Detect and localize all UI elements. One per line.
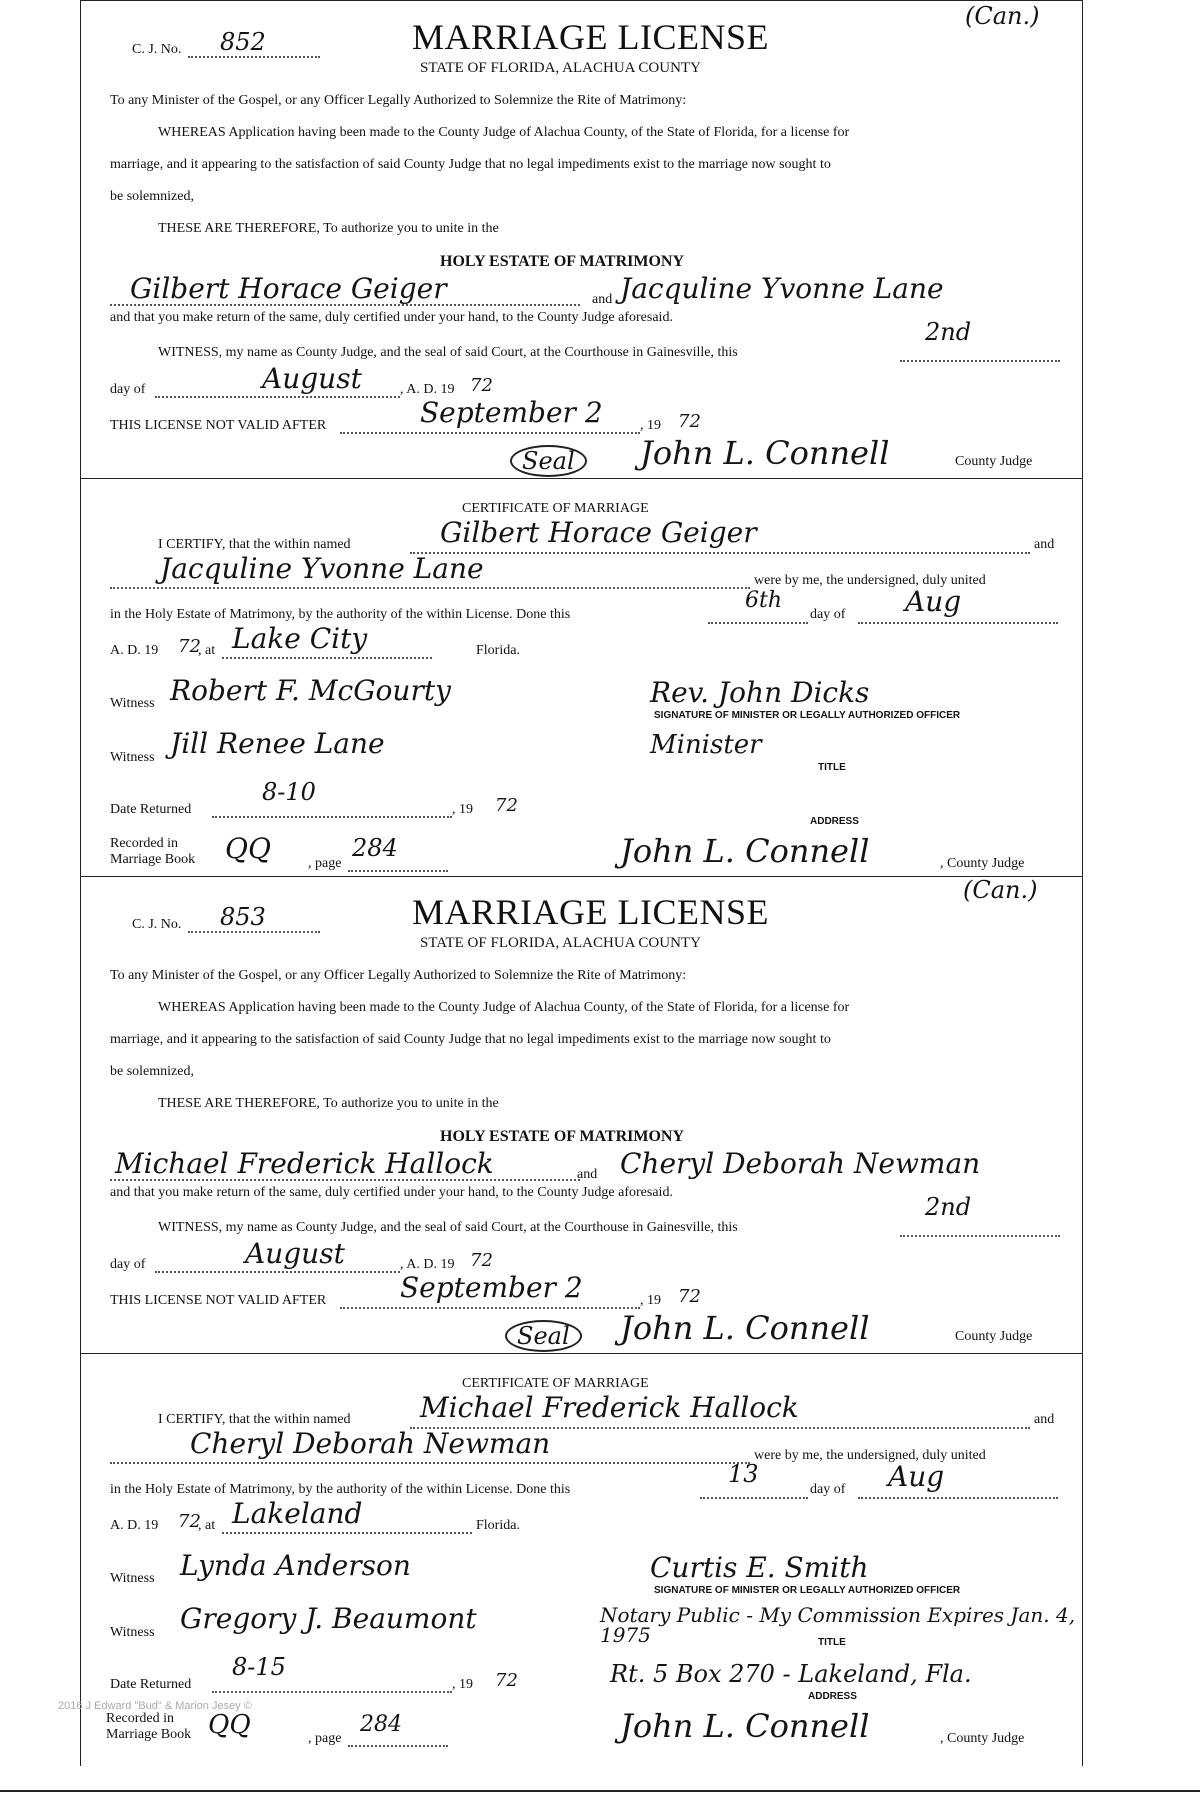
whereas-line-3: be solemnized, bbox=[110, 1064, 194, 1079]
cert-and: and bbox=[1034, 537, 1055, 552]
officiant-address: Rt. 5 Box 270 - Lakeland, Fla. bbox=[610, 1660, 972, 1688]
border-right bbox=[1082, 0, 1083, 1766]
marriage-book: QQ bbox=[208, 1710, 251, 1740]
recorded-in-label: Recorded in bbox=[110, 836, 179, 851]
ad-label: , A. D. 19 bbox=[400, 1257, 455, 1272]
issue-month: August bbox=[245, 1237, 345, 1270]
title-label: TITLE bbox=[818, 762, 846, 773]
expiry-date: September 2 bbox=[400, 1271, 583, 1304]
whereas-line-2: marriage, and it appearing to the satisfaction of said County Judge that no legal impediments exist to the marriage now sought to bbox=[110, 1032, 831, 1047]
united-text: were by me, the undersigned, duly united bbox=[754, 1448, 986, 1463]
license-divider bbox=[80, 876, 1082, 877]
expiry-date: September 2 bbox=[420, 396, 603, 429]
groom-name: Michael Frederick Hallock bbox=[115, 1147, 494, 1180]
whereas-line-1: WHEREAS Application having been made to the County Judge of Alachua County, of the State of Florida, for a license for bbox=[158, 125, 850, 140]
issue-year: 72 bbox=[470, 375, 493, 396]
address-line: To any Minister of the Gospel, or any Officer Legally Authorized to Solemnize the Rite of Matrimony: bbox=[110, 968, 687, 983]
bottom-rule bbox=[0, 1790, 1200, 1792]
witness-day: 2nd bbox=[925, 1193, 972, 1221]
license-title: MARRIAGE LICENSE bbox=[412, 17, 769, 57]
place: Lake City bbox=[232, 622, 368, 655]
border-left bbox=[80, 0, 81, 1766]
whereas-line-1: WHEREAS Application having been made to the County Judge of Alachua County, of the State of Florida, for a license for bbox=[158, 1000, 850, 1015]
and-text: and bbox=[577, 1167, 598, 1182]
cert-groom-name: Michael Frederick Hallock bbox=[420, 1391, 799, 1424]
expiry-year: 72 bbox=[678, 411, 701, 432]
witness-day-line bbox=[900, 1219, 1060, 1237]
witness-day: 2nd bbox=[925, 318, 972, 346]
county-judge-label: County Judge bbox=[955, 1329, 1033, 1344]
certify-text: I CERTIFY, that the within named bbox=[158, 1412, 351, 1427]
page-label: , page bbox=[308, 1731, 342, 1746]
cj-label: C. J. No. bbox=[132, 917, 182, 932]
ad-label: , A. D. 19 bbox=[400, 382, 455, 397]
date-returned-line bbox=[212, 800, 452, 818]
county-judge-signature: John L. Connell bbox=[620, 1309, 870, 1347]
done-year: 72 bbox=[178, 1511, 201, 1532]
cj-number: 853 bbox=[220, 903, 266, 931]
done-day: 6th bbox=[745, 588, 783, 613]
signature-label: SIGNATURE OF MINISTER OR LEGALLY AUTHORIZED OFFICER bbox=[654, 1585, 961, 1596]
officiant-signature: Rev. John Dicks bbox=[650, 676, 870, 709]
certificate-title: CERTIFICATE OF MARRIAGE bbox=[462, 1376, 649, 1391]
therefore-line: THESE ARE THEREFORE, To authorize you to unite in the bbox=[158, 221, 499, 236]
ad-label-2: A. D. 19 bbox=[110, 1518, 159, 1533]
cert-and: and bbox=[1034, 1412, 1055, 1427]
cert-bride-name: Jacquline Yvonne Lane bbox=[160, 552, 484, 585]
seal-mark: Seal bbox=[505, 1320, 582, 1352]
bride-name: Jacquline Yvonne Lane bbox=[620, 272, 944, 305]
ret-year: 72 bbox=[495, 1670, 518, 1691]
border-top bbox=[80, 0, 1082, 1]
return-line: and that you make return of the same, duly certified under your hand, to the County Judge aforesaid. bbox=[110, 1185, 673, 1200]
not-valid-label: THIS LICENSE NOT VALID AFTER bbox=[110, 1293, 327, 1308]
done-day-of: day of bbox=[810, 607, 846, 622]
witness-text: WITNESS, my name as County Judge, and the seal of said Court, at the Courthouse in Gainesville, this bbox=[158, 1220, 738, 1235]
done-year: 72 bbox=[178, 636, 201, 657]
holy-authority-text: in the Holy Estate of Matrimony, by the authority of the within License. Done this bbox=[110, 607, 571, 622]
ret-sep: , 19 bbox=[452, 1677, 473, 1692]
witness-2-name: Gregory J. Beaumont bbox=[180, 1602, 477, 1635]
witness-1-label: Witness bbox=[110, 1571, 155, 1586]
ret-year: 72 bbox=[495, 795, 518, 816]
witness-2-label: Witness bbox=[110, 1625, 155, 1640]
groom-name: Gilbert Horace Geiger bbox=[130, 272, 447, 305]
license-subtitle: STATE OF FLORIDA, ALACHUA COUNTY bbox=[420, 935, 701, 951]
cj-label: C. J. No. bbox=[132, 42, 182, 57]
expiry-sep: , 19 bbox=[640, 1293, 661, 1308]
recorded-in-label: Recorded in bbox=[106, 1711, 175, 1726]
officiant-signature: Curtis E. Smith bbox=[650, 1551, 869, 1584]
date-returned: 8-10 bbox=[262, 778, 316, 806]
book-page: 284 bbox=[360, 1712, 402, 1737]
holy-estate-heading: HOLY ESTATE OF MATRIMONY bbox=[440, 1128, 685, 1145]
expiry-year: 72 bbox=[678, 1286, 701, 1307]
marriage-book-label: Marriage Book bbox=[106, 1727, 192, 1742]
witness-text: WITNESS, my name as County Judge, and the seal of said Court, at the Courthouse in Gainesville, this bbox=[158, 345, 738, 360]
place: Lakeland bbox=[232, 1497, 363, 1530]
certify-text: I CERTIFY, that the within named bbox=[158, 537, 351, 552]
ad-label-2: A. D. 19 bbox=[110, 643, 159, 658]
return-line: and that you make return of the same, duly certified under your hand, to the County Judge aforesaid. bbox=[110, 310, 673, 325]
address-label: ADDRESS bbox=[810, 816, 859, 827]
date-returned-label: Date Returned bbox=[110, 802, 192, 817]
whereas-line-3: be solemnized, bbox=[110, 189, 194, 204]
officiant-title: Notary Public - My Commission Expires Jan. 4, 1975 bbox=[600, 1603, 1076, 1647]
date-returned-label: Date Returned bbox=[110, 1677, 192, 1692]
certificate-title: CERTIFICATE OF MARRIAGE bbox=[462, 501, 649, 516]
cancel-annotation-1: (Can.) bbox=[965, 2, 1040, 30]
license-title: MARRIAGE LICENSE bbox=[412, 892, 769, 932]
day-of-label: day of bbox=[110, 382, 146, 397]
issue-year: 72 bbox=[470, 1250, 493, 1271]
section-divider bbox=[80, 478, 1082, 479]
signature-label: SIGNATURE OF MINISTER OR LEGALLY AUTHORIZED OFFICER bbox=[654, 710, 961, 721]
florida-label: Florida. bbox=[476, 1518, 520, 1533]
witness-1-name: Robert F. McGourty bbox=[170, 674, 451, 707]
whereas-line-2: marriage, and it appearing to the satisfaction of said County Judge that no legal impediments exist to the marriage now sought to bbox=[110, 157, 831, 172]
witness-2-label: Witness bbox=[110, 750, 155, 765]
done-month: Aug bbox=[905, 585, 962, 618]
witness-1-label: Witness bbox=[110, 696, 155, 711]
ret-sep: , 19 bbox=[452, 802, 473, 817]
address-label: ADDRESS bbox=[808, 1691, 857, 1702]
and-text: and bbox=[592, 292, 613, 307]
copyright-watermark: 2016 J Edward "Bud" & Marion Jesey © bbox=[58, 1700, 252, 1712]
county-judge-label-2: , County Judge bbox=[940, 856, 1025, 871]
day-of-label: day of bbox=[110, 1257, 146, 1272]
recording-judge-signature: John L. Connell bbox=[620, 832, 870, 870]
florida-label: Florida. bbox=[476, 643, 520, 658]
cert-groom-name: Gilbert Horace Geiger bbox=[440, 516, 757, 549]
at-label: , at bbox=[198, 1518, 216, 1533]
county-judge-label: County Judge bbox=[955, 454, 1033, 469]
address-line: To any Minister of the Gospel, or any Officer Legally Authorized to Solemnize the Rite of Matrimony: bbox=[110, 93, 687, 108]
done-month: Aug bbox=[888, 1460, 945, 1493]
marriage-book: QQ bbox=[225, 832, 271, 865]
done-day: 13 bbox=[728, 1460, 759, 1488]
bride-name: Cheryl Deborah Newman bbox=[620, 1147, 981, 1180]
cancel-annotation-2: (Can.) bbox=[963, 876, 1038, 904]
witness-day-line bbox=[900, 344, 1060, 362]
witness-1-name: Lynda Anderson bbox=[180, 1549, 411, 1582]
seal-mark: Seal bbox=[510, 445, 587, 477]
not-valid-label: THIS LICENSE NOT VALID AFTER bbox=[110, 418, 327, 433]
title-label: TITLE bbox=[818, 1637, 846, 1648]
cert-bride-name: Cheryl Deborah Newman bbox=[190, 1427, 551, 1460]
united-text: were by me, the undersigned, duly united bbox=[754, 573, 986, 588]
page-label: , page bbox=[308, 856, 342, 871]
at-label: , at bbox=[198, 643, 216, 658]
license-subtitle: STATE OF FLORIDA, ALACHUA COUNTY bbox=[420, 60, 701, 76]
county-judge-label-2: , County Judge bbox=[940, 1731, 1025, 1746]
marriage-book-label: Marriage Book bbox=[110, 852, 196, 867]
done-day-of: day of bbox=[810, 1482, 846, 1497]
book-page: 284 bbox=[352, 834, 398, 862]
expiry-sep: , 19 bbox=[640, 418, 661, 433]
issue-month: August bbox=[262, 362, 362, 395]
section-divider bbox=[80, 1353, 1082, 1354]
date-returned: 8-15 bbox=[232, 1653, 286, 1681]
cj-number: 852 bbox=[220, 28, 266, 56]
county-judge-signature: John L. Connell bbox=[640, 434, 890, 472]
holy-estate-heading: HOLY ESTATE OF MATRIMONY bbox=[440, 253, 685, 270]
therefore-line: THESE ARE THEREFORE, To authorize you to unite in the bbox=[158, 1096, 499, 1111]
officiant-title: Minister bbox=[650, 730, 762, 760]
recording-judge-signature: John L. Connell bbox=[620, 1707, 870, 1745]
holy-authority-text: in the Holy Estate of Matrimony, by the authority of the within License. Done this bbox=[110, 1482, 571, 1497]
witness-2-name: Jill Renee Lane bbox=[170, 727, 385, 760]
